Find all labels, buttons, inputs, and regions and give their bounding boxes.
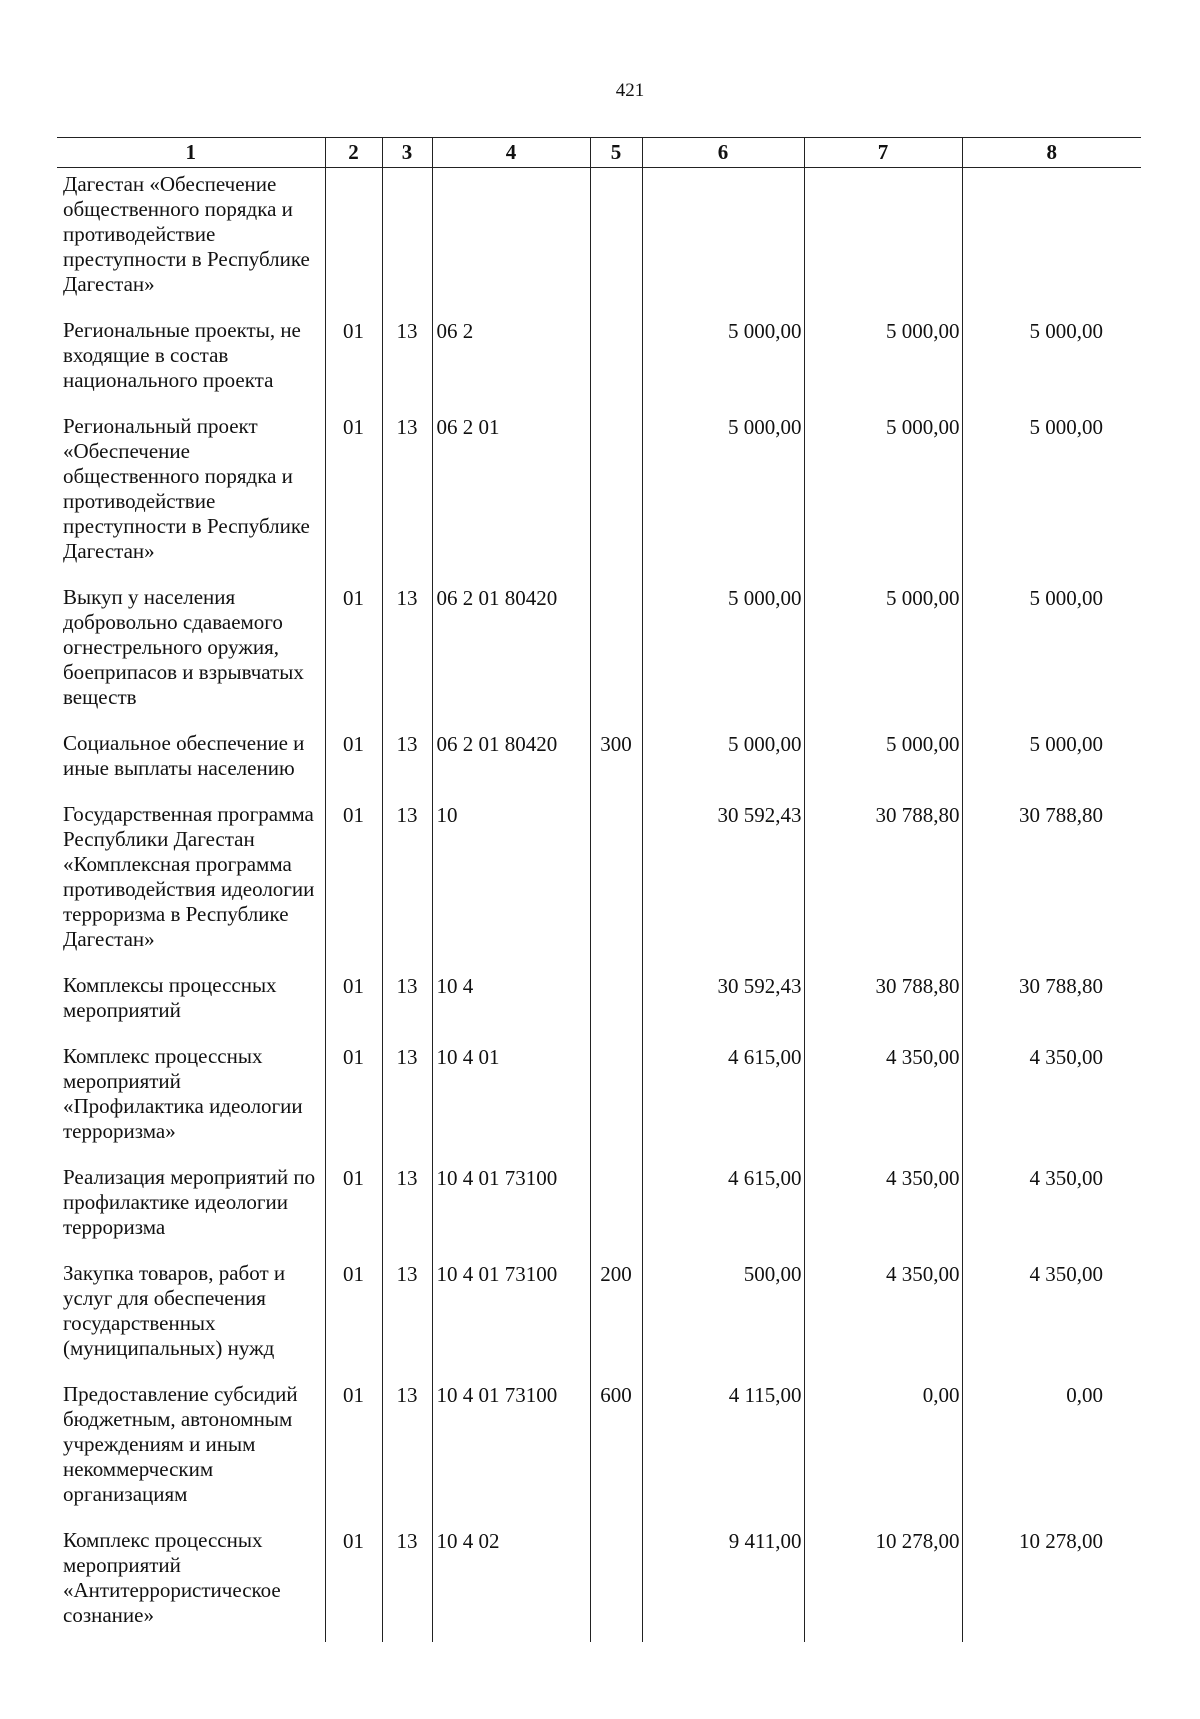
item-name-cell: Выкуп у населения добровольно сдаваемого огнестрельного оружия, боеприпасов и взрывчатых веществ — [63, 585, 304, 709]
column-header-3: 3 — [382, 138, 432, 168]
expense-type-cell — [590, 1158, 642, 1254]
amount-year3-cell: 4 350,00 — [962, 1037, 1141, 1158]
target-article-cell: 10 4 02 — [432, 1521, 590, 1642]
table-row — [57, 795, 1141, 966]
subsection-code-cell: 13 — [382, 1158, 432, 1254]
amount-year3-cell: 10 278,00 — [962, 1521, 1141, 1642]
column-header-8: 8 — [962, 138, 1141, 168]
amount-year3-cell: 30 788,80 — [962, 966, 1141, 1037]
column-header-5: 5 — [590, 138, 642, 168]
subsection-code-cell: 13 — [382, 1037, 432, 1158]
table-row — [57, 168, 1141, 312]
expense-type-cell — [590, 311, 642, 407]
section-code-cell: 01 — [325, 966, 382, 1037]
item-name-cell: Комплексы процессных мероприятий — [63, 973, 277, 1022]
subsection-code-cell: 13 — [382, 1521, 432, 1642]
amount-year1-cell: 5 000,00 — [642, 724, 804, 795]
budget-table — [57, 137, 1141, 1642]
table-header-row — [57, 138, 1141, 168]
section-code-cell: 01 — [325, 311, 382, 407]
amount-year1-cell: 4 615,00 — [642, 1037, 804, 1158]
table-row — [57, 1254, 1141, 1375]
section-code-cell — [325, 168, 382, 312]
table-row — [57, 1521, 1141, 1642]
subsection-code-cell: 13 — [382, 311, 432, 407]
section-code-cell: 01 — [325, 724, 382, 795]
target-article-cell: 06 2 01 — [432, 407, 590, 578]
table-row — [57, 407, 1141, 578]
item-name-cell: Региональные проекты, не входящие в состав национального проекта — [63, 318, 301, 392]
amount-year2-cell: 0,00 — [804, 1375, 962, 1521]
table-row — [57, 724, 1141, 795]
item-name-cell: Комплекс процессных мероприятий «Антитеррористическое сознание» — [63, 1528, 281, 1627]
table-row — [57, 1375, 1141, 1521]
section-code-cell: 01 — [325, 578, 382, 724]
amount-year1-cell: 30 592,43 — [642, 795, 804, 966]
section-code-cell: 01 — [325, 1521, 382, 1642]
subsection-code-cell — [382, 168, 432, 312]
amount-year3-cell: 5 000,00 — [962, 311, 1141, 407]
expense-type-cell: 200 — [590, 1254, 642, 1375]
table-body — [57, 168, 1141, 1643]
item-name-cell: Реализация мероприятий по профилактике идеологии терроризма — [63, 1165, 316, 1239]
amount-year2-cell: 5 000,00 — [804, 311, 962, 407]
section-code-cell: 01 — [325, 407, 382, 578]
item-name-cell: Государственная программа Республики Дагестан «Комплексная программа противодействия идеологии терроризма в Республике Дагестан» — [63, 802, 315, 951]
expense-type-cell — [590, 795, 642, 966]
amount-year3-cell: 5 000,00 — [962, 578, 1141, 724]
page-number: 421 — [615, 80, 645, 101]
target-article-cell: 10 4 01 73100 — [432, 1375, 590, 1521]
amount-year3-cell: 4 350,00 — [962, 1158, 1141, 1254]
subsection-code-cell: 13 — [382, 1375, 432, 1521]
amount-year3-cell: 5 000,00 — [962, 724, 1141, 795]
item-name-cell: Дагестан «Обеспечение общественного порядка и противодействие преступности в Республике Дагестан» — [63, 172, 310, 296]
amount-year2-cell: 30 788,80 — [804, 795, 962, 966]
column-header-4: 4 — [432, 138, 590, 168]
amount-year1-cell: 9 411,00 — [642, 1521, 804, 1642]
table-row — [57, 1158, 1141, 1254]
subsection-code-cell: 13 — [382, 1254, 432, 1375]
amount-year3-cell — [962, 168, 1141, 312]
target-article-cell — [432, 168, 590, 312]
table-row — [57, 578, 1141, 724]
target-article-cell: 10 — [432, 795, 590, 966]
amount-year3-cell: 0,00 — [962, 1375, 1141, 1521]
amount-year2-cell: 4 350,00 — [804, 1037, 962, 1158]
section-code-cell: 01 — [325, 1158, 382, 1254]
subsection-code-cell: 13 — [382, 724, 432, 795]
subsection-code-cell: 13 — [382, 578, 432, 724]
budget-table-container — [57, 137, 1141, 1642]
target-article-cell: 10 4 01 73100 — [432, 1254, 590, 1375]
target-article-cell: 10 4 01 73100 — [432, 1158, 590, 1254]
target-article-cell: 10 4 — [432, 966, 590, 1037]
expense-type-cell — [590, 407, 642, 578]
table-row — [57, 311, 1141, 407]
item-name-cell: Региональный проект «Обеспечение общественного порядка и противодействие преступности в Республике Дагестан» — [63, 414, 310, 563]
item-name-cell: Предоставление субсидий бюджетным, автономным учреждениям и иным некоммерческим организациям — [63, 1382, 298, 1506]
expense-type-cell — [590, 1037, 642, 1158]
amount-year2-cell: 5 000,00 — [804, 578, 962, 724]
amount-year3-cell: 30 788,80 — [962, 795, 1141, 966]
amount-year2-cell: 4 350,00 — [804, 1254, 962, 1375]
column-header-6: 6 — [642, 138, 804, 168]
section-code-cell: 01 — [325, 1375, 382, 1521]
column-header-7: 7 — [804, 138, 962, 168]
expense-type-cell — [590, 168, 642, 312]
expense-type-cell: 600 — [590, 1375, 642, 1521]
amount-year1-cell: 5 000,00 — [642, 578, 804, 724]
amount-year1-cell: 5 000,00 — [642, 311, 804, 407]
amount-year1-cell: 4 615,00 — [642, 1158, 804, 1254]
amount-year2-cell: 5 000,00 — [804, 724, 962, 795]
amount-year2-cell: 10 278,00 — [804, 1521, 962, 1642]
amount-year2-cell: 4 350,00 — [804, 1158, 962, 1254]
target-article-cell: 10 4 01 — [432, 1037, 590, 1158]
item-name-cell: Закупка товаров, работ и услуг для обеспечения государственных (муниципальных) нужд — [63, 1261, 286, 1360]
subsection-code-cell: 13 — [382, 795, 432, 966]
amount-year1-cell — [642, 168, 804, 312]
item-name-cell: Социальное обеспечение и иные выплаты населению — [63, 731, 305, 780]
expense-type-cell — [590, 578, 642, 724]
table-row — [57, 966, 1141, 1037]
section-code-cell: 01 — [325, 1037, 382, 1158]
amount-year2-cell — [804, 168, 962, 312]
column-header-1: 1 — [57, 138, 325, 168]
column-header-2: 2 — [325, 138, 382, 168]
section-code-cell: 01 — [325, 795, 382, 966]
expense-type-cell — [590, 1521, 642, 1642]
amount-year2-cell: 5 000,00 — [804, 407, 962, 578]
expense-type-cell: 300 — [590, 724, 642, 795]
item-name-cell: Комплекс процессных мероприятий «Профилактика идеологии терроризма» — [63, 1044, 303, 1143]
table-row — [57, 1037, 1141, 1158]
subsection-code-cell: 13 — [382, 966, 432, 1037]
expense-type-cell — [590, 966, 642, 1037]
amount-year1-cell: 500,00 — [642, 1254, 804, 1375]
target-article-cell: 06 2 01 80420 — [432, 578, 590, 724]
section-code-cell: 01 — [325, 1254, 382, 1375]
amount-year1-cell: 5 000,00 — [642, 407, 804, 578]
amount-year2-cell: 30 788,80 — [804, 966, 962, 1037]
amount-year3-cell: 4 350,00 — [962, 1254, 1141, 1375]
target-article-cell: 06 2 — [432, 311, 590, 407]
target-article-cell: 06 2 01 80420 — [432, 724, 590, 795]
amount-year3-cell: 5 000,00 — [962, 407, 1141, 578]
subsection-code-cell: 13 — [382, 407, 432, 578]
amount-year1-cell: 4 115,00 — [642, 1375, 804, 1521]
amount-year1-cell: 30 592,43 — [642, 966, 804, 1037]
